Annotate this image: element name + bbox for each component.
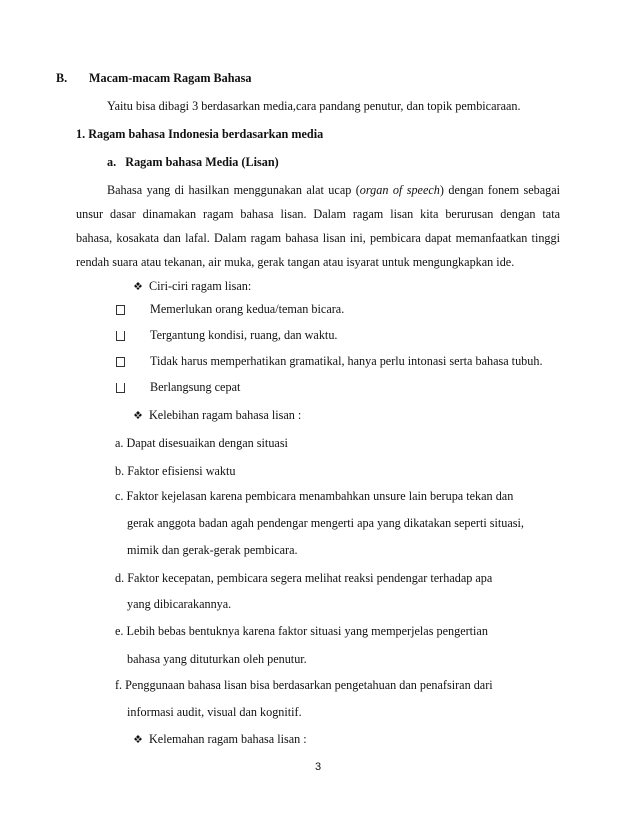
kelebihan-item-c-line-3: mimik dan gerak-gerak pembicara. [127, 543, 298, 557]
kelebihan-item-f-line-2: informasi audit, visual dan kognitif. [127, 705, 302, 719]
list-item [116, 382, 125, 397]
kelebihan-title: Kelebihan ragam bahasa lisan : [149, 408, 302, 422]
diamond-bullet-icon [134, 411, 142, 419]
kelebihan-item-d-line-1: d. Faktor kecepatan, pembicara segera melihat reaksi pendengar terhadap apa [115, 571, 493, 585]
kelebihan-heading [134, 408, 301, 423]
intro-text: Yaitu bisa dibagi 3 berdasarkan media,cara pandang penutur, dan topik pembicaraan. [107, 99, 521, 113]
heading-ragam-media: 1. Ragam bahasa Indonesia berdasarkan media [76, 127, 324, 141]
list-item-text: Tidak harus memperhatikan gramatikal, hanya perlu intonasi serta bahasa tubuh. [150, 354, 543, 368]
paragraph-line-3: bahasa, kosakata dan lafal. Dalam ragam bahasa lisan ini, pembicara dapat memanfaatkan tinggi [76, 231, 560, 245]
list-item-text: Berlangsung cepat [150, 380, 241, 394]
kelebihan-item-a: a. Dapat disesuaikan dengan situasi [115, 436, 288, 450]
diamond-bullet-icon [134, 735, 142, 743]
organ-of-speech-term: organ of speech [359, 183, 440, 197]
checkbox-bullet-icon [116, 383, 125, 393]
kelebihan-item-c-line-1: c. Faktor kejelasan karena pembicara menambahkan unsure lain berupa tekan dan [115, 489, 514, 503]
paragraph-line-1 [107, 183, 560, 198]
kelebihan-item-c-line-2: gerak anggota badan agah pendengar mengerti apa yang dikatakan seperti situasi, [127, 516, 524, 530]
list-item-text: Tergantung kondisi, ruang, dan waktu. [150, 328, 338, 342]
paragraph-line-1-post: ) dengan fonem sebagai [439, 183, 561, 197]
list-item [116, 330, 125, 345]
list-item [116, 304, 125, 319]
kelemahan-heading [134, 732, 307, 747]
ciri-heading [134, 279, 251, 294]
kelemahan-title: Kelemahan ragam bahasa lisan : [149, 732, 307, 746]
section-title: Macam-macam Ragam Bahasa [89, 71, 252, 85]
checkbox-bullet-icon [116, 357, 125, 367]
kelebihan-item-f-line-1: f. Penggunaan bahasa lisan bisa berdasarkan pengetahuan dan penafsiran dari [115, 678, 493, 692]
kelebihan-item-b: b. Faktor efisiensi waktu [115, 464, 236, 478]
kelebihan-item-d-line-2: yang dibicarakannya. [127, 597, 232, 611]
paragraph-line-2: unsur dasar dinamakan ragam bahasa lisan. Dalam ragam lisan kita berurusan dengan tata [76, 207, 560, 221]
subheading-lisan: a. Ragam bahasa Media (Lisan) [107, 155, 279, 169]
kelebihan-item-e-line-2: bahasa yang dituturkan oleh penutur. [127, 652, 307, 666]
paragraph-line-1-pre: Bahasa yang di hasilkan menggunakan alat ucap ( [107, 183, 360, 197]
checkbox-bullet-icon [116, 305, 125, 315]
kelebihan-item-e-line-1: e. Lebih bebas bentuknya karena faktor situasi yang memperjelas pengertian [115, 624, 488, 638]
diamond-bullet-icon [134, 282, 142, 290]
list-item-text: Memerlukan orang kedua/teman bicara. [150, 302, 345, 316]
paragraph-line-4: rendah suara atau tekanan, air muka, gerak tangan atau isyarat untuk mengungkapkan ide. [76, 255, 515, 269]
checkbox-bullet-icon [116, 331, 125, 341]
list-item [116, 356, 125, 371]
page-number: 3 [315, 761, 322, 773]
section-letter: B. [56, 71, 68, 85]
ciri-title: Ciri-ciri ragam lisan: [149, 279, 252, 293]
